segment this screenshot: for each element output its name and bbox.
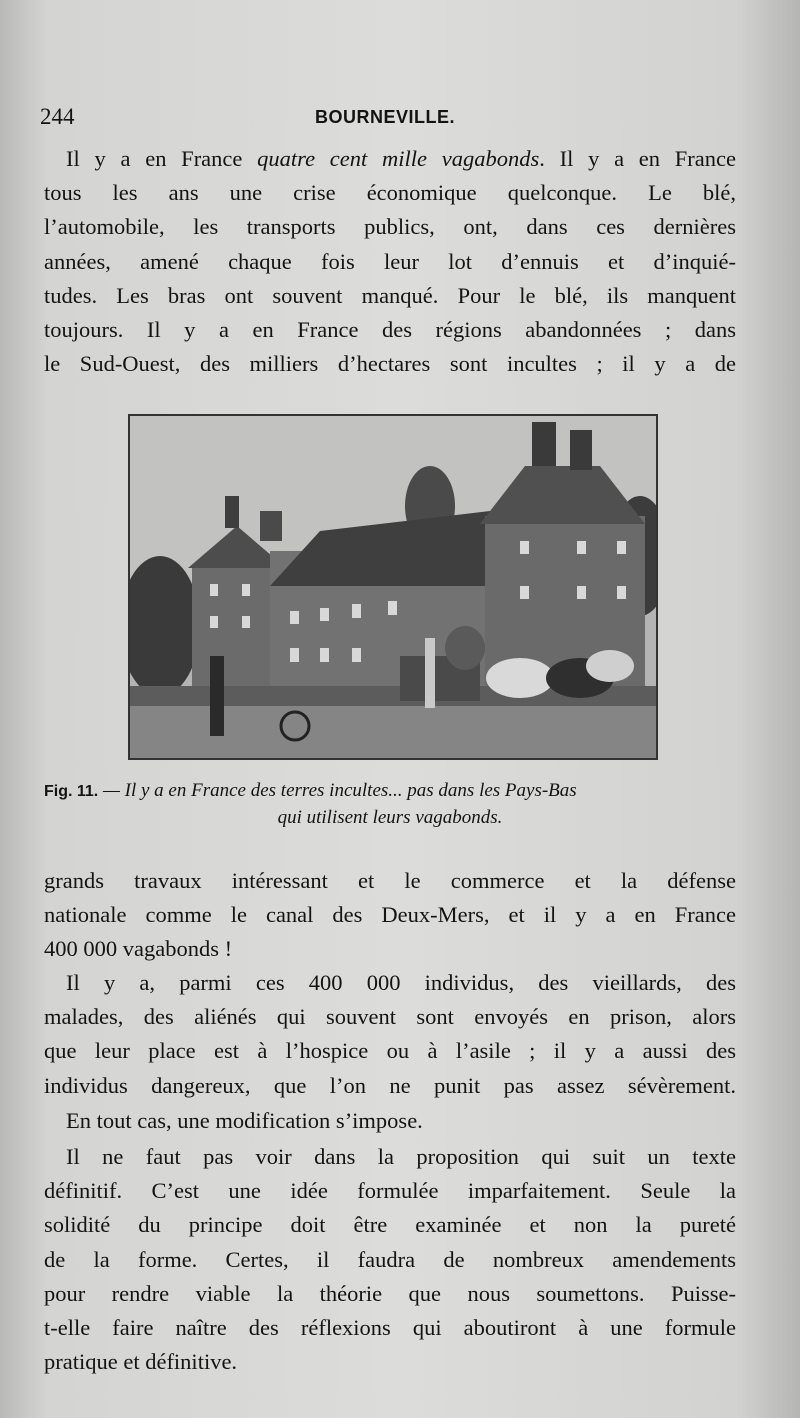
text-line: de la forme. Certes, il faudra de nombreux amendements	[44, 1246, 736, 1272]
paragraph-1	[44, 142, 736, 381]
paragraph-4	[44, 1104, 736, 1138]
text-line: toujours. Il y a en France des régions abandonnées ; dans	[44, 317, 736, 343]
farm-photo-illustration	[130, 416, 656, 758]
running-head	[40, 100, 730, 136]
text-line: pratique et définitive.	[44, 1349, 238, 1375]
text-line: solidité du principe doit être examinée et non la pureté	[44, 1212, 736, 1238]
caption-line-2: qui utilisent leurs vagabonds.	[277, 807, 503, 828]
text-line: Il y a, parmi ces 400 000 individus, des vieillards, des	[66, 970, 736, 995]
figure-photograph	[128, 414, 658, 760]
text-line: Il ne faut pas voir dans la proposition qui suit un texte	[66, 1144, 736, 1169]
text-line: pour rendre viable la théorie que nous soumettons. Puisse-	[44, 1280, 736, 1306]
text-line: nationale comme le canal des Deux-Mers, et il y a en France	[44, 902, 736, 928]
figure-caption	[44, 778, 736, 831]
page-number: 244	[40, 104, 75, 129]
text-line: Il y a en France quatre cent mille vagabonds. Il y a en France	[66, 146, 736, 171]
text-line: grands travaux intéressant et le commerce et la défense	[44, 868, 736, 893]
text-line: années, amené chaque fois leur lot d’ennuis et d’inquié-	[44, 248, 736, 274]
paragraph-3	[44, 966, 736, 1103]
text-line: tudes. Les bras ont souvent manqué. Pour le blé, ils manquent	[44, 282, 736, 308]
caption-text: — Il y a en France des terres incultes... pas dans les Pays-Bas	[103, 780, 577, 801]
figure-label: Fig. 11.	[44, 783, 99, 800]
text-line: t-elle faire naître des réflexions qui aboutiront à une formule	[44, 1315, 736, 1341]
text-line: malades, des aliénés qui souvent sont envoyés en prison, alors	[44, 1004, 736, 1030]
text-line: individus dangereux, que l’on ne punit pas assez sévèrement.	[44, 1072, 736, 1098]
text-line: En tout cas, une modification s’impose.	[66, 1108, 423, 1133]
text-line: le Sud-Ouest, des milliers d’hectares sont incultes ; il y a de	[44, 351, 736, 377]
paragraph-2	[44, 864, 736, 967]
text-line: tous les ans une crise économique quelconque. Le blé,	[44, 180, 736, 206]
text-line: que leur place est à l’hospice ou à l’asile ; il y a aussi des	[44, 1038, 736, 1064]
paragraph-5	[44, 1140, 736, 1379]
caption-line-1	[44, 778, 736, 805]
text-line: définitif. C’est une idée formulée imparfaitement. Seule la	[44, 1178, 736, 1204]
running-title: BOURNEVILLE.	[314, 107, 455, 127]
text-line: 400 000 vagabonds !	[44, 936, 233, 962]
text-line: l’automobile, les transports publics, ont, dans ces dernières	[44, 214, 736, 240]
